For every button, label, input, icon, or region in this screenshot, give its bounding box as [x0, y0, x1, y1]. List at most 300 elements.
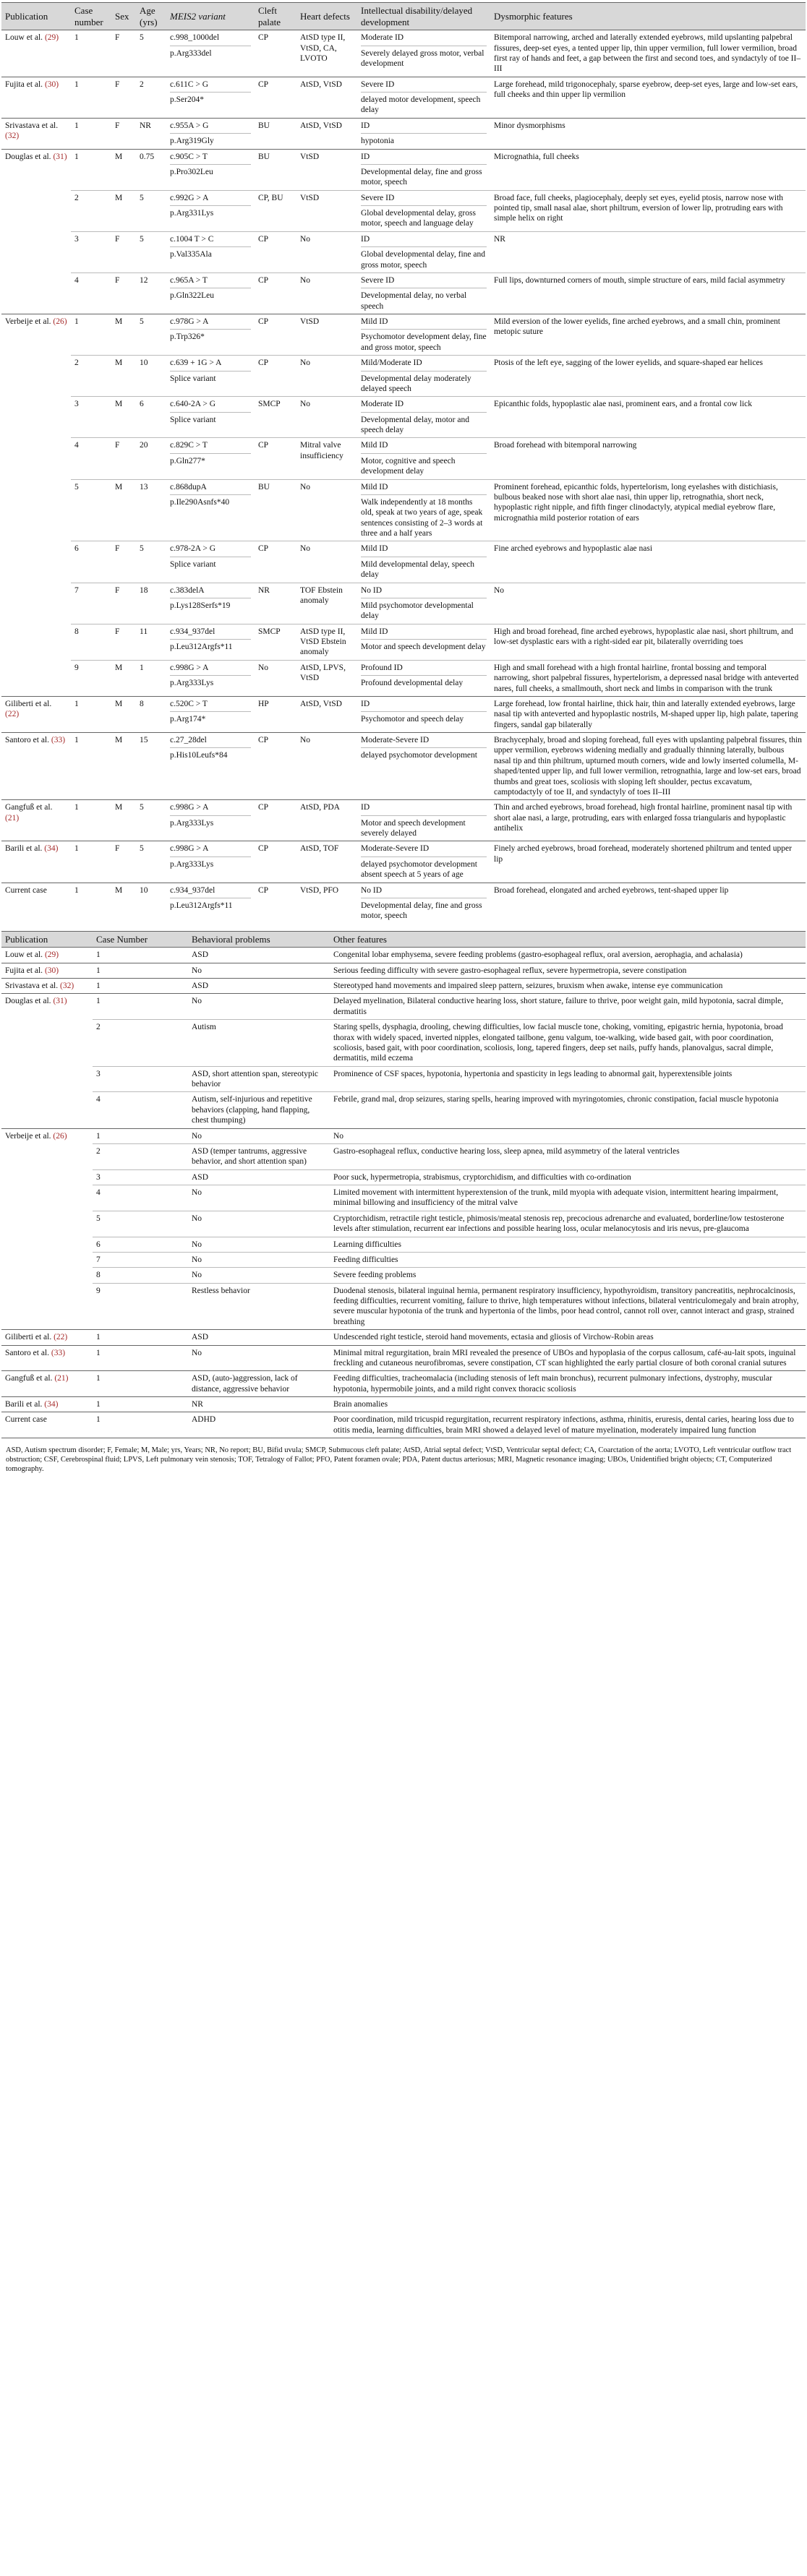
behavioral-problems-cell: ASD	[188, 1330, 330, 1345]
citation-ref: (21)	[54, 1374, 69, 1383]
table-row	[1, 397, 806, 438]
sex-cell: M	[111, 397, 136, 438]
protein-change: p.Gln322Leu	[170, 288, 251, 301]
table-row	[1, 1397, 806, 1412]
publication-cell	[1, 883, 71, 924]
behavioral-problems-cell: No	[188, 1268, 330, 1283]
dysmorphic-features-cell: Bitemporal narrowing, arched and laterally extended eyebrows, mild upslanting palpebral fissures, deep-set eyes, a tented upper lip, thin upper vermilion, full lower vermilion, broad first ray of hands and feet, a gap between the first and second toes, and syndactyly of toe II–III	[490, 30, 806, 77]
other-features-cell: Congenital lobar emphysema, severe feeding problems (gastro-esophageal reflux, oral aversion, aerophagia, and achalasia)	[330, 948, 806, 963]
other-features-cell: Gastro-esophageal reflux, conductive hearing loss, sleep apnea, mild asymmetry of the lateral ventricles	[330, 1143, 806, 1169]
cleft-palate-cell: No	[255, 660, 296, 696]
age-cell: 11	[136, 624, 166, 660]
table-row	[1, 438, 806, 479]
heart-defects-cell: AtSD, VtSD	[296, 118, 357, 149]
heart-defects-cell: No	[296, 356, 357, 397]
case-number-cell: 3	[93, 1169, 188, 1185]
table-row	[1, 1020, 806, 1067]
table-row	[1, 231, 806, 272]
table-row	[1, 841, 806, 883]
dysmorphic-features-cell: Broad face, full cheeks, plagiocephaly, deeply set eyes, eyelid ptosis, narrow nose with pointed tip, small nasal alae, short philtrum, eversion of lower lip, protruding ears with simple helix on right	[490, 190, 806, 231]
table-row	[1, 30, 806, 77]
citation-ref: (21)	[5, 813, 20, 823]
table-row	[1, 696, 806, 732]
behavioral-problems-cell: ASD, (auto-)aggression, lack of distance, aggressive behavior	[188, 1371, 330, 1397]
case-number-cell: 4	[93, 1185, 188, 1211]
heart-defects-cell: AtSD, PDA	[296, 800, 357, 841]
age-cell: 5	[136, 190, 166, 231]
table-header-row	[1, 3, 806, 30]
case-number-cell: 9	[93, 1283, 188, 1330]
behavioral-problems-cell: No	[188, 1252, 330, 1267]
behavioral-problems-cell: No	[188, 1345, 330, 1371]
behavioral-problems-cell: ASD	[188, 1169, 330, 1185]
protein-change: p.Ile290Asnfs*40	[170, 494, 251, 507]
cdna-change: c.905C > T	[170, 152, 208, 161]
dysmorphic-features-cell: Full lips, downturned corners of mouth, simple structure of ears, mild facial asymmetry	[490, 272, 806, 314]
table-row	[1, 479, 806, 541]
heart-defects-cell: Mitral valve insufficiency	[296, 438, 357, 479]
publication-name: Douglas et al.	[5, 152, 51, 161]
cleft-palate-cell: CP	[255, 314, 296, 356]
id-level: ID	[361, 121, 370, 130]
cleft-palate-cell: NR	[255, 583, 296, 624]
publication-name: Barili et al.	[5, 844, 43, 854]
table-row	[1, 1143, 806, 1169]
sex-cell: F	[111, 438, 136, 479]
table-row	[1, 1412, 806, 1438]
publication-cell	[1, 994, 93, 1128]
cdna-change: c.955A > G	[170, 121, 209, 130]
other-features-cell: No	[330, 1128, 806, 1143]
table-row	[1, 314, 806, 356]
age-cell: 5	[136, 541, 166, 583]
protein-change: p.Trp326*	[170, 329, 251, 342]
intellectual-disability-cell	[357, 696, 490, 732]
id-level: Mild ID	[361, 441, 388, 450]
publication-name: Gangfuß et al.	[5, 803, 53, 812]
case-number-cell: 6	[93, 1237, 188, 1252]
id-level: Mild/Moderate ID	[361, 359, 422, 368]
table-row	[1, 1345, 806, 1371]
variant-cell	[166, 397, 255, 438]
dysmorphic-features-cell: Large forehead, low frontal hairline, thick hair, thin and laterally extended eyebrows, large nasal tip with anteverted and hypoplastic nostrils, M-shaped upper lip, high palate, tapering fingers, sandal gap bilaterally	[490, 696, 806, 732]
other-features-cell: Brain anomalies	[330, 1397, 806, 1412]
heart-defects-cell: AtSD type II, VtSD, CA, LVOTO	[296, 30, 357, 77]
header-publication: Publication	[1, 3, 71, 30]
protein-change: p.Arg319Gly	[170, 133, 251, 146]
table-row	[1, 77, 806, 118]
case-number-cell: 9	[71, 660, 111, 696]
citation-ref: (26)	[53, 1131, 67, 1141]
protein-change: p.Arg174*	[170, 711, 251, 724]
id-level: Moderate ID	[361, 400, 404, 409]
age-cell: 5	[136, 30, 166, 77]
table-row	[1, 272, 806, 314]
protein-change: Splice variant	[170, 412, 251, 425]
table-row	[1, 733, 806, 800]
citation-ref: (30)	[44, 966, 59, 975]
cdna-change: c.998G > A	[170, 803, 209, 812]
cdna-change: c.640-2A > G	[170, 400, 216, 409]
citation-ref: (33)	[51, 1348, 66, 1357]
cleft-palate-cell: CP	[255, 733, 296, 800]
age-cell: 12	[136, 272, 166, 314]
publication-cell	[1, 118, 71, 149]
behavioral-problems-cell: No	[188, 1128, 330, 1143]
protein-change: p.Ser204*	[170, 92, 251, 105]
variant-cell	[166, 314, 255, 356]
cleft-palate-cell: BU	[255, 149, 296, 190]
id-level: ID	[361, 152, 370, 161]
publication-name: Current case	[5, 1415, 47, 1425]
intellectual-disability-cell	[357, 479, 490, 541]
table-row	[1, 883, 806, 924]
citation-ref: (34)	[44, 1400, 59, 1409]
dysmorphic-features-cell: Finely arched eyebrows, broad forehead, moderately shortened philtrum and tented upper lip	[490, 841, 806, 883]
developmental-delay: Developmental delay, no verbal speech	[361, 288, 487, 312]
age-cell: NR	[136, 118, 166, 149]
intellectual-disability-cell	[357, 231, 490, 272]
cleft-palate-cell: BU	[255, 118, 296, 149]
cdna-change: c.639 + 1G > A	[170, 359, 222, 368]
dysmorphic-features-cell: Fine arched eyebrows and hypoplastic alae nasi	[490, 541, 806, 583]
case-number-cell: 2	[71, 356, 111, 397]
age-cell: 8	[136, 696, 166, 732]
header-heart-defects: Heart defects	[296, 3, 357, 30]
other-features-cell: Poor coordination, mild tricuspid regurgitation, recurrent respiratory infections, asthma, rhinitis, eruresis, dental caries, hearing loss due to otitis media, learning difficulties, brain MRI showed a delayed level of mature myelination, moderately impaired lung function	[330, 1412, 806, 1438]
intellectual-disability-cell	[357, 190, 490, 231]
intellectual-disability-cell	[357, 800, 490, 841]
publication-name: Barili et al.	[5, 1400, 43, 1409]
variant-cell	[166, 800, 255, 841]
cleft-palate-cell: HP	[255, 696, 296, 732]
id-level: ID	[361, 234, 370, 244]
cleft-palate-cell: SMCP	[255, 624, 296, 660]
age-cell: 1	[136, 660, 166, 696]
cleft-palate-cell: CP	[255, 77, 296, 118]
id-level: Moderate-Severe ID	[361, 844, 430, 854]
header-cleft-palate: Cleft palate	[255, 3, 296, 30]
case-number-cell: 1	[93, 994, 188, 1020]
behavioral-problems-cell: Autism, self-injurious and repetitive behaviors (clapping, hand flapping, chest thumping)	[188, 1092, 330, 1128]
variant-cell	[166, 149, 255, 190]
heart-defects-cell: AtSD, VtSD	[296, 77, 357, 118]
developmental-delay: Developmental delay moderately delayed speech	[361, 371, 487, 395]
sex-cell: M	[111, 149, 136, 190]
cdna-change: c.978-2A > G	[170, 544, 216, 554]
cdna-change: c.829C > T	[170, 441, 208, 450]
behavioral-problems-cell: ASD (temper tantrums, aggressive behavior, and short attention span)	[188, 1143, 330, 1169]
variant-cell	[166, 356, 255, 397]
variant-cell	[166, 77, 255, 118]
cdna-change: c.965A > T	[170, 275, 208, 285]
citation-ref: (26)	[53, 317, 67, 327]
protein-change: p.Lys128Serfs*19	[170, 598, 251, 611]
sex-cell: F	[111, 583, 136, 624]
developmental-delay: Psychomotor and speech delay	[361, 711, 487, 724]
case-number-cell: 3	[71, 397, 111, 438]
cdna-change: c.1004 T > C	[170, 234, 214, 244]
dysmorphic-features-cell: Large forehead, mild trigonocephaly, sparse eyebrow, deep-set eyes, large and low-set ears, full cheeks and thin upper lip vermilion	[490, 77, 806, 118]
sex-cell: F	[111, 30, 136, 77]
protein-change: p.Arg333Lys	[170, 856, 251, 870]
case-number-cell: 4	[71, 438, 111, 479]
publication-cell	[1, 841, 71, 883]
behavioral-problems-cell: Restless behavior	[188, 1283, 330, 1330]
case-number-cell: 1	[93, 1330, 188, 1345]
citation-ref: (29)	[44, 33, 59, 43]
protein-change: Splice variant	[170, 557, 251, 570]
table-row	[1, 1268, 806, 1283]
id-level: Mild ID	[361, 482, 388, 491]
case-number-cell: 5	[93, 1211, 188, 1237]
case-number-cell: 8	[93, 1268, 188, 1283]
developmental-delay: Psychomotor development delay, fine and gross motor, speech	[361, 329, 487, 353]
publication-cell	[1, 800, 71, 841]
case-number-cell: 1	[71, 77, 111, 118]
case-number-cell: 4	[93, 1092, 188, 1128]
id-level: Mild ID	[361, 544, 388, 554]
publication-name: Srivastava et al.	[5, 121, 59, 130]
cleft-palate-cell: CP	[255, 438, 296, 479]
behavioral-problems-cell: No	[188, 1185, 330, 1211]
sex-cell: M	[111, 356, 136, 397]
age-cell: 18	[136, 583, 166, 624]
table-row	[1, 1128, 806, 1143]
header-sex: Sex	[111, 3, 136, 30]
case-number-cell: 1	[71, 30, 111, 77]
table-header-row	[1, 931, 806, 948]
table-row	[1, 1237, 806, 1252]
id-level: Mild ID	[361, 627, 388, 636]
behavioral-problems-cell: No	[188, 994, 330, 1020]
publication-name: Verbeije et al.	[5, 1131, 51, 1141]
age-cell: 20	[136, 438, 166, 479]
id-level: Mild ID	[361, 317, 388, 327]
citation-ref: (22)	[5, 710, 20, 719]
id-level: No ID	[361, 885, 383, 895]
cleft-palate-cell: CP	[255, 883, 296, 924]
publication-name: Verbeije et al.	[5, 317, 51, 327]
publication-cell	[1, 314, 71, 697]
age-cell: 2	[136, 77, 166, 118]
behavioral-problems-cell: ADHD	[188, 1412, 330, 1438]
developmental-delay: Motor and speech development severely delayed	[361, 815, 487, 839]
cdna-change: c.27_28del	[170, 736, 207, 745]
developmental-delay: Global developmental delay, gross motor, speech and language delay	[361, 205, 487, 229]
variant-cell	[166, 479, 255, 541]
dysmorphic-features-cell: High and broad forehead, fine arched eyebrows, hypoplastic alae nasi, short philtrum, and low-set dysplastic ears with a right-sided ear pit, bilaterally overriding toes	[490, 624, 806, 660]
sex-cell: F	[111, 272, 136, 314]
header-other-features: Other features	[330, 931, 806, 948]
intellectual-disability-cell	[357, 883, 490, 924]
sex-cell: F	[111, 541, 136, 583]
variant-cell	[166, 231, 255, 272]
sex-cell: F	[111, 118, 136, 149]
table-row	[1, 356, 806, 397]
sex-cell: M	[111, 800, 136, 841]
cdna-change: c.868dupA	[170, 482, 207, 491]
header-publication: Publication	[1, 931, 93, 948]
case-number-cell: 2	[93, 1020, 188, 1067]
citation-ref: (33)	[51, 736, 66, 745]
case-number-cell: 1	[71, 841, 111, 883]
developmental-delay: hypotonia	[361, 133, 487, 146]
dysmorphic-features-cell: Thin and arched eyebrows, broad forehead, high frontal hairline, prominent nasal tip with short alae nasi, a large, protruding, ears with enlarged fossa triangularis and hypoplastic antihelix	[490, 800, 806, 841]
table-row	[1, 1283, 806, 1330]
case-number-cell: 2	[93, 1143, 188, 1169]
heart-defects-cell: AtSD, TOF	[296, 841, 357, 883]
table-row	[1, 1092, 806, 1128]
other-features-cell: Limited movement with intermittent hyperextension of the trunk, mild myopia with adequate vision, intermittent hearing impairment, minimal billowing and insufficiency of the mitral valve	[330, 1185, 806, 1211]
variant-cell	[166, 841, 255, 883]
dysmorphic-features-cell: Mild eversion of the lower eyelids, fine arched eyebrows, and a small chin, prominent metopic suture	[490, 314, 806, 356]
cleft-palate-cell: CP	[255, 272, 296, 314]
case-number-cell: 1	[93, 1412, 188, 1438]
developmental-delay: Walk independently at 18 months old, speak at two years of age, speak sentences consisting of 2–3 words at three and a half years	[361, 494, 487, 539]
case-number-cell: 1	[71, 118, 111, 149]
other-features-cell: Stereotyped hand movements and impaired sleep pattern, seizures, bruxism when awake, intense eye communication	[330, 979, 806, 994]
dysmorphic-features-cell: NR	[490, 231, 806, 272]
case-number-cell: 3	[93, 1066, 188, 1092]
cleft-palate-cell: SMCP	[255, 397, 296, 438]
publication-cell	[1, 948, 93, 963]
table-row	[1, 1185, 806, 1211]
behavioral-problems-cell: No	[188, 963, 330, 978]
protein-change: p.Pro302Leu	[170, 164, 251, 177]
case-number-cell: 1	[71, 883, 111, 924]
header-behavioral-problems: Behavioral problems	[188, 931, 330, 948]
publication-name: Fujita et al.	[5, 966, 43, 975]
publication-name: Current case	[5, 885, 47, 895]
behavioral-problems-cell: Autism	[188, 1020, 330, 1067]
table-row	[1, 948, 806, 963]
case-number-cell: 3	[71, 231, 111, 272]
other-features-cell: Prominence of CSF spaces, hypotonia, hypertonia and spasticity in legs leading to abnormal gait, hyperextensible joints	[330, 1066, 806, 1092]
developmental-delay: Mild psychomotor developmental delay	[361, 598, 487, 622]
id-level: Moderate-Severe ID	[361, 736, 430, 745]
table-row	[1, 1330, 806, 1345]
publication-name: Giliberti et al.	[5, 699, 52, 708]
dysmorphic-features-cell: Ptosis of the left eye, sagging of the lower eyelids, and square-shaped ear helices	[490, 356, 806, 397]
sex-cell: M	[111, 479, 136, 541]
cleft-palate-cell: CP, BU	[255, 190, 296, 231]
table-row	[1, 190, 806, 231]
variant-cell	[166, 660, 255, 696]
citation-ref: (30)	[44, 80, 59, 89]
intellectual-disability-cell	[357, 77, 490, 118]
other-features-cell: Febrile, grand mal, drop seizures, staring spells, hearing improved with myringotomies, chronic constipation, facial muscle hypotonia	[330, 1092, 806, 1128]
protein-change: p.Arg333del	[170, 46, 251, 59]
dysmorphic-features-cell: Epicanthic folds, hypoplastic alae nasi, prominent ears, and a frontal cow lick	[490, 397, 806, 438]
case-number-cell: 1	[71, 733, 111, 800]
cleft-palate-cell: CP	[255, 231, 296, 272]
case-number-cell: 1	[93, 948, 188, 963]
age-cell: 5	[136, 841, 166, 883]
cleft-palate-cell: CP	[255, 356, 296, 397]
sex-cell: M	[111, 733, 136, 800]
intellectual-disability-cell	[357, 356, 490, 397]
table-row	[1, 994, 806, 1020]
cleft-palate-cell: CP	[255, 30, 296, 77]
developmental-delay: Mild developmental delay, speech delay	[361, 557, 487, 580]
table-row	[1, 979, 806, 994]
publication-name: Santoro et al.	[5, 1348, 49, 1357]
developmental-delay: Severely delayed gross motor, verbal development	[361, 46, 487, 69]
dysmorphic-features-cell: Micrognathia, full cheeks	[490, 149, 806, 190]
cleft-palate-cell: BU	[255, 479, 296, 541]
heart-defects-cell: AtSD, VtSD	[296, 696, 357, 732]
developmental-delay: Developmental delay, fine and gross motor, speech	[361, 164, 487, 188]
citation-ref: (32)	[60, 982, 74, 991]
publication-cell	[1, 1371, 93, 1397]
table-row	[1, 800, 806, 841]
publication-name: Santoro et al.	[5, 736, 49, 745]
publication-cell	[1, 733, 71, 800]
table-row	[1, 583, 806, 624]
sex-cell: F	[111, 231, 136, 272]
intellectual-disability-cell	[357, 660, 490, 696]
publication-name: Louw et al.	[5, 950, 43, 960]
cleft-palate-cell: CP	[255, 841, 296, 883]
publication-name: Fujita et al.	[5, 80, 43, 89]
header-variant: MEIS2 variant	[166, 3, 255, 30]
header-age: Age (yrs)	[136, 3, 166, 30]
other-features-cell: Severe feeding problems	[330, 1268, 806, 1283]
publication-cell	[1, 696, 71, 732]
publication-cell	[1, 979, 93, 994]
cleft-palate-cell: CP	[255, 800, 296, 841]
table-row	[1, 660, 806, 696]
variant-cell	[166, 583, 255, 624]
intellectual-disability-cell	[357, 397, 490, 438]
variant-cell	[166, 696, 255, 732]
header-case-number: Case number	[71, 3, 111, 30]
intellectual-disability-cell	[357, 149, 490, 190]
behavioral-features-table	[1, 931, 806, 1438]
variant-cell	[166, 272, 255, 314]
age-cell: 0.75	[136, 149, 166, 190]
developmental-delay: Profound developmental delay	[361, 675, 487, 688]
behavioral-problems-cell: ASD	[188, 948, 330, 963]
heart-defects-cell: VtSD	[296, 314, 357, 356]
developmental-delay: Motor, cognitive and speech development delay	[361, 453, 487, 477]
abbreviations-footnote: ASD, Autism spectrum disorder; F, Female; M, Male; yrs, Years; NR, No report; BU, Bifid uvula; SMCP, Submucous cleft palate; AtSD, Atrial septal defect; VtSD, Ventricular septal defect; CA, Coarctation of the aorta; LVOTO, Left ventricular outflow tract obstruction; CSF, Cerebrospinal fluid; LPVS, Left pulmonary vein stenosis; TOF, Tetralogy of Fallot; PFO, Patent foramen ovale; PDA, Patent ductus arteriosus; MRI, Magnetic resonance imaging; UBOs, Unidentified bright objects; CT, Computerized tomography.	[1, 1438, 806, 1477]
case-number-cell: 1	[93, 1397, 188, 1412]
variant-cell	[166, 190, 255, 231]
intellectual-disability-cell	[357, 841, 490, 883]
protein-change: p.Arg331Lys	[170, 205, 251, 218]
publication-cell	[1, 963, 93, 978]
case-number-cell: 8	[71, 624, 111, 660]
id-level: Moderate ID	[361, 33, 404, 43]
developmental-delay: Motor and speech development delay	[361, 639, 487, 652]
table-row	[1, 149, 806, 190]
citation-ref: (34)	[44, 844, 59, 854]
heart-defects-cell: No	[296, 272, 357, 314]
age-cell: 15	[136, 733, 166, 800]
protein-change: p.His10Leufs*84	[170, 747, 251, 760]
table-row	[1, 541, 806, 583]
dysmorphic-features-cell: Broad forehead with bitemporal narrowing	[490, 438, 806, 479]
heart-defects-cell: AtSD type II, VtSD Ebstein anomaly	[296, 624, 357, 660]
id-level: Profound ID	[361, 663, 403, 672]
case-number-cell: 6	[71, 541, 111, 583]
sex-cell: M	[111, 190, 136, 231]
header-case-number: Case Number	[93, 931, 188, 948]
variant-cell	[166, 541, 255, 583]
protein-change: p.Leu312Argfs*11	[170, 639, 251, 652]
